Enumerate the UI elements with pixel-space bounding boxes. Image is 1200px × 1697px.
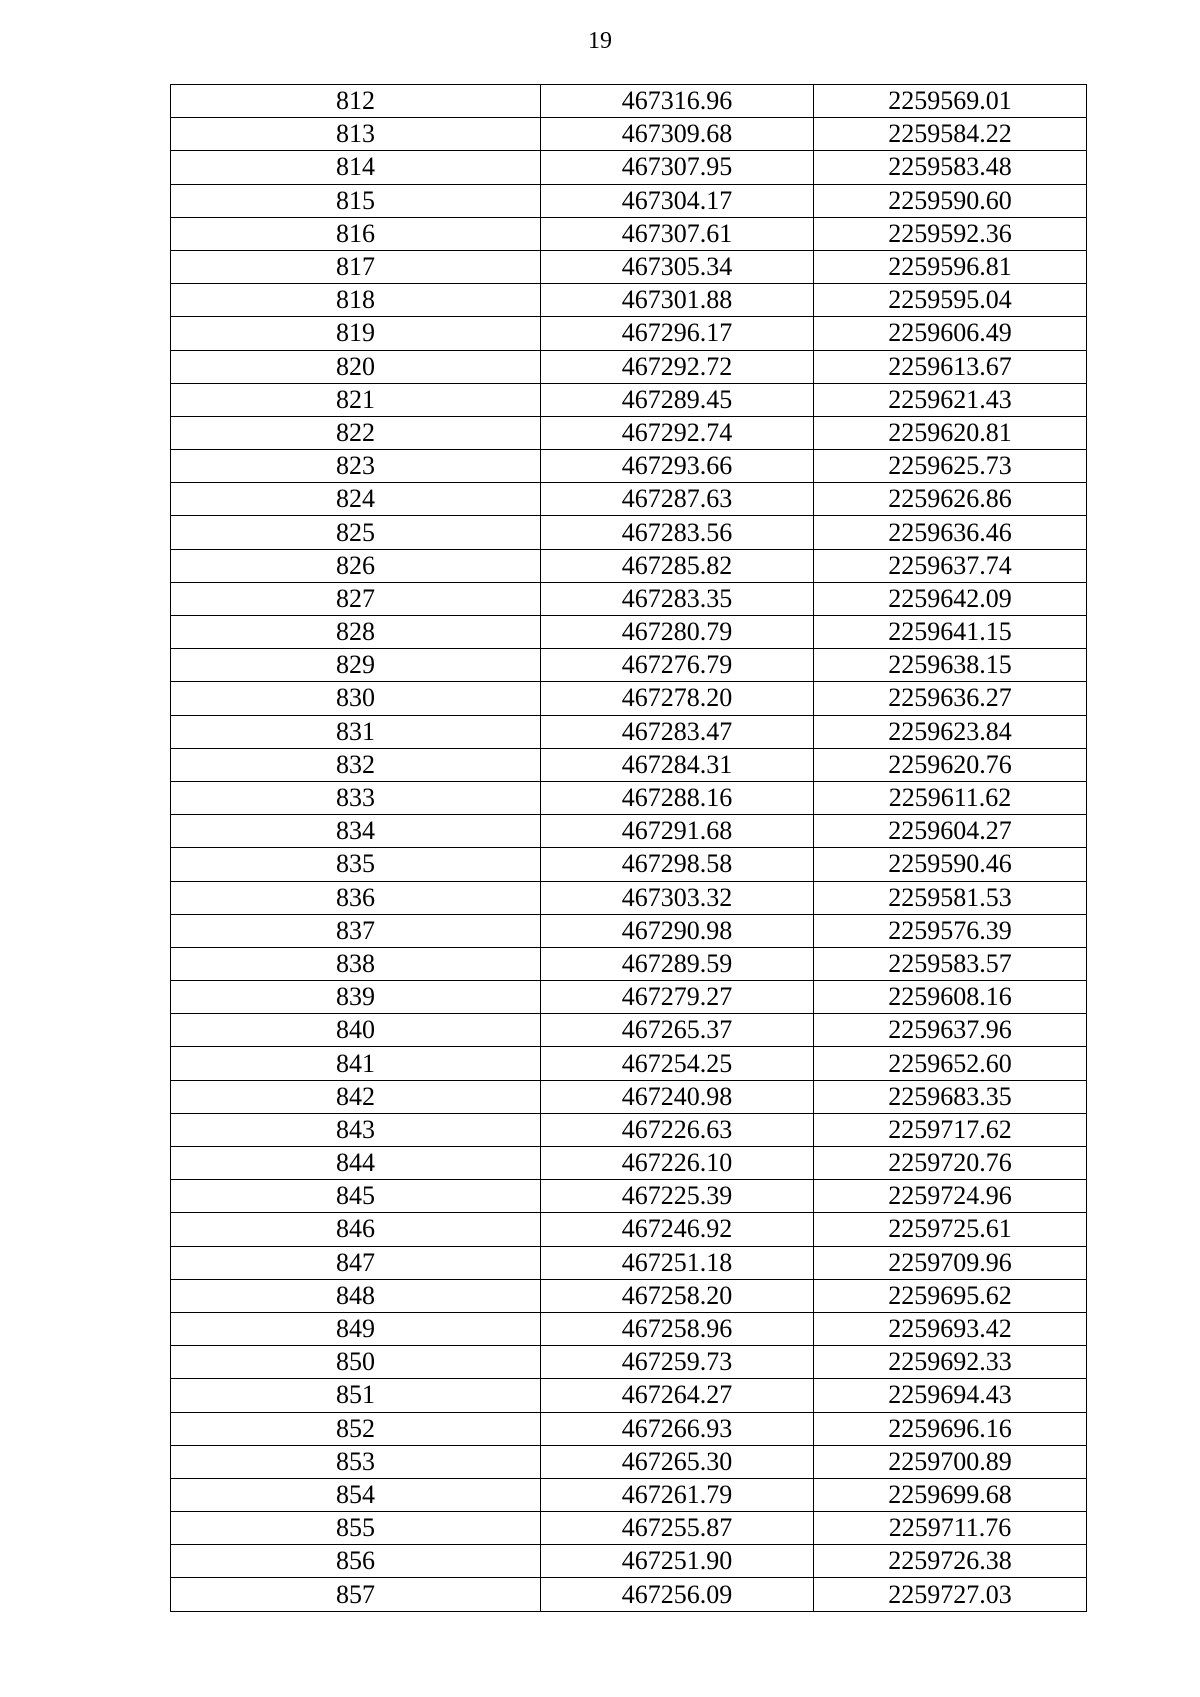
- x-coordinate-cell: 467256.09: [541, 1578, 814, 1611]
- point-number-cell: 819: [171, 317, 541, 350]
- point-number-cell: 845: [171, 1180, 541, 1213]
- x-coordinate-cell: 467292.74: [541, 416, 814, 449]
- x-coordinate-cell: 467303.32: [541, 881, 814, 914]
- table-row: [171, 1113, 1087, 1146]
- x-coordinate-cell: 467285.82: [541, 549, 814, 582]
- point-number-cell: 849: [171, 1312, 541, 1345]
- point-number-cell: 817: [171, 250, 541, 283]
- point-number-cell: 836: [171, 881, 541, 914]
- x-coordinate-cell: 467301.88: [541, 284, 814, 317]
- table-row: [171, 1545, 1087, 1578]
- table-row: [171, 848, 1087, 881]
- y-coordinate-cell: 2259693.42: [814, 1312, 1087, 1345]
- table-row: [171, 582, 1087, 615]
- x-coordinate-cell: 467292.72: [541, 350, 814, 383]
- x-coordinate-cell: 467289.45: [541, 383, 814, 416]
- y-coordinate-cell: 2259604.27: [814, 815, 1087, 848]
- table-row: [171, 715, 1087, 748]
- table-row: [171, 1180, 1087, 1213]
- x-coordinate-cell: 467240.98: [541, 1080, 814, 1113]
- y-coordinate-cell: 2259608.16: [814, 981, 1087, 1014]
- x-coordinate-cell: 467258.20: [541, 1279, 814, 1312]
- table-row: [171, 450, 1087, 483]
- coordinate-table-body: [171, 85, 1087, 1612]
- page-number: 19: [588, 28, 612, 54]
- y-coordinate-cell: 2259621.43: [814, 383, 1087, 416]
- x-coordinate-cell: 467254.25: [541, 1047, 814, 1080]
- x-coordinate-cell: 467287.63: [541, 483, 814, 516]
- x-coordinate-cell: 467225.39: [541, 1180, 814, 1213]
- x-coordinate-cell: 467226.10: [541, 1147, 814, 1180]
- point-number-cell: 822: [171, 416, 541, 449]
- table-row: [171, 881, 1087, 914]
- table-row: [171, 1445, 1087, 1478]
- table-row: [171, 914, 1087, 947]
- table-row: [171, 1014, 1087, 1047]
- y-coordinate-cell: 2259725.61: [814, 1213, 1087, 1246]
- point-number-cell: 841: [171, 1047, 541, 1080]
- point-number-cell: 837: [171, 914, 541, 947]
- y-coordinate-cell: 2259592.36: [814, 217, 1087, 250]
- table-row: [171, 1412, 1087, 1445]
- point-number-cell: 820: [171, 350, 541, 383]
- table-row: [171, 1147, 1087, 1180]
- point-number-cell: 857: [171, 1578, 541, 1611]
- x-coordinate-cell: 467307.95: [541, 151, 814, 184]
- table-row: [171, 947, 1087, 980]
- x-coordinate-cell: 467304.17: [541, 184, 814, 217]
- point-number-cell: 847: [171, 1246, 541, 1279]
- y-coordinate-cell: 2259652.60: [814, 1047, 1087, 1080]
- point-number-cell: 818: [171, 284, 541, 317]
- y-coordinate-cell: 2259709.96: [814, 1246, 1087, 1279]
- point-number-cell: 851: [171, 1379, 541, 1412]
- y-coordinate-cell: 2259724.96: [814, 1180, 1087, 1213]
- table-row: [171, 549, 1087, 582]
- x-coordinate-cell: 467261.79: [541, 1478, 814, 1511]
- table-row: [171, 317, 1087, 350]
- table-row: [171, 350, 1087, 383]
- table-row: [171, 1246, 1087, 1279]
- table-row: [171, 516, 1087, 549]
- x-coordinate-cell: 467246.92: [541, 1213, 814, 1246]
- point-number-cell: 855: [171, 1512, 541, 1545]
- x-coordinate-cell: 467291.68: [541, 815, 814, 848]
- x-coordinate-cell: 467296.17: [541, 317, 814, 350]
- y-coordinate-cell: 2259638.15: [814, 649, 1087, 682]
- x-coordinate-cell: 467266.93: [541, 1412, 814, 1445]
- x-coordinate-cell: 467265.30: [541, 1445, 814, 1478]
- y-coordinate-cell: 2259700.89: [814, 1445, 1087, 1478]
- x-coordinate-cell: 467276.79: [541, 649, 814, 682]
- x-coordinate-cell: 467316.96: [541, 85, 814, 118]
- table-row: [171, 383, 1087, 416]
- point-number-cell: 853: [171, 1445, 541, 1478]
- x-coordinate-cell: 467283.35: [541, 582, 814, 615]
- table-row: [171, 1379, 1087, 1412]
- table-row: [171, 1213, 1087, 1246]
- y-coordinate-cell: 2259720.76: [814, 1147, 1087, 1180]
- table-row: [171, 284, 1087, 317]
- y-coordinate-cell: 2259576.39: [814, 914, 1087, 947]
- point-number-cell: 842: [171, 1080, 541, 1113]
- y-coordinate-cell: 2259583.57: [814, 947, 1087, 980]
- x-coordinate-cell: 467305.34: [541, 250, 814, 283]
- table-row: [171, 184, 1087, 217]
- table-row: [171, 781, 1087, 814]
- y-coordinate-cell: 2259711.76: [814, 1512, 1087, 1545]
- point-number-cell: 826: [171, 549, 541, 582]
- x-coordinate-cell: 467226.63: [541, 1113, 814, 1146]
- table-row: [171, 1346, 1087, 1379]
- point-number-cell: 846: [171, 1213, 541, 1246]
- table-row: [171, 616, 1087, 649]
- table-row: [171, 981, 1087, 1014]
- point-number-cell: 828: [171, 616, 541, 649]
- table-row: [171, 483, 1087, 516]
- point-number-cell: 850: [171, 1346, 541, 1379]
- y-coordinate-cell: 2259620.76: [814, 748, 1087, 781]
- y-coordinate-cell: 2259581.53: [814, 881, 1087, 914]
- y-coordinate-cell: 2259641.15: [814, 616, 1087, 649]
- point-number-cell: 829: [171, 649, 541, 682]
- y-coordinate-cell: 2259636.46: [814, 516, 1087, 549]
- point-number-cell: 814: [171, 151, 541, 184]
- point-number-cell: 833: [171, 781, 541, 814]
- point-number-cell: 848: [171, 1279, 541, 1312]
- point-number-cell: 832: [171, 748, 541, 781]
- x-coordinate-cell: 467283.47: [541, 715, 814, 748]
- x-coordinate-cell: 467278.20: [541, 682, 814, 715]
- point-number-cell: 831: [171, 715, 541, 748]
- x-coordinate-cell: 467290.98: [541, 914, 814, 947]
- x-coordinate-cell: 467251.90: [541, 1545, 814, 1578]
- y-coordinate-cell: 2259596.81: [814, 250, 1087, 283]
- x-coordinate-cell: 467279.27: [541, 981, 814, 1014]
- point-number-cell: 856: [171, 1545, 541, 1578]
- y-coordinate-cell: 2259637.96: [814, 1014, 1087, 1047]
- point-number-cell: 835: [171, 848, 541, 881]
- coordinate-table: [170, 84, 1087, 1612]
- table-row: [171, 250, 1087, 283]
- point-number-cell: 815: [171, 184, 541, 217]
- x-coordinate-cell: 467264.27: [541, 1379, 814, 1412]
- y-coordinate-cell: 2259726.38: [814, 1545, 1087, 1578]
- y-coordinate-cell: 2259642.09: [814, 582, 1087, 615]
- y-coordinate-cell: 2259626.86: [814, 483, 1087, 516]
- y-coordinate-cell: 2259590.46: [814, 848, 1087, 881]
- table-row: [171, 1080, 1087, 1113]
- x-coordinate-cell: 467255.87: [541, 1512, 814, 1545]
- point-number-cell: 830: [171, 682, 541, 715]
- point-number-cell: 852: [171, 1412, 541, 1445]
- y-coordinate-cell: 2259683.35: [814, 1080, 1087, 1113]
- y-coordinate-cell: 2259620.81: [814, 416, 1087, 449]
- x-coordinate-cell: 467289.59: [541, 947, 814, 980]
- x-coordinate-cell: 467259.73: [541, 1346, 814, 1379]
- table-row: [171, 1047, 1087, 1080]
- x-coordinate-cell: 467309.68: [541, 118, 814, 151]
- y-coordinate-cell: 2259590.60: [814, 184, 1087, 217]
- y-coordinate-cell: 2259692.33: [814, 1346, 1087, 1379]
- point-number-cell: 840: [171, 1014, 541, 1047]
- table-row: [171, 682, 1087, 715]
- point-number-cell: 824: [171, 483, 541, 516]
- table-row: [171, 118, 1087, 151]
- table-row: [171, 1578, 1087, 1611]
- x-coordinate-cell: 467258.96: [541, 1312, 814, 1345]
- y-coordinate-cell: 2259636.27: [814, 682, 1087, 715]
- y-coordinate-cell: 2259613.67: [814, 350, 1087, 383]
- x-coordinate-cell: 467288.16: [541, 781, 814, 814]
- y-coordinate-cell: 2259606.49: [814, 317, 1087, 350]
- x-coordinate-cell: 467307.61: [541, 217, 814, 250]
- table-row: [171, 748, 1087, 781]
- table-row: [171, 1312, 1087, 1345]
- x-coordinate-cell: 467298.58: [541, 848, 814, 881]
- point-number-cell: 825: [171, 516, 541, 549]
- y-coordinate-cell: 2259569.01: [814, 85, 1087, 118]
- x-coordinate-cell: 467251.18: [541, 1246, 814, 1279]
- y-coordinate-cell: 2259625.73: [814, 450, 1087, 483]
- table-row: [171, 416, 1087, 449]
- y-coordinate-cell: 2259696.16: [814, 1412, 1087, 1445]
- table-row: [171, 1512, 1087, 1545]
- point-number-cell: 839: [171, 981, 541, 1014]
- y-coordinate-cell: 2259637.74: [814, 549, 1087, 582]
- point-number-cell: 844: [171, 1147, 541, 1180]
- table-row: [171, 1478, 1087, 1511]
- point-number-cell: 816: [171, 217, 541, 250]
- y-coordinate-cell: 2259623.84: [814, 715, 1087, 748]
- y-coordinate-cell: 2259727.03: [814, 1578, 1087, 1611]
- y-coordinate-cell: 2259699.68: [814, 1478, 1087, 1511]
- point-number-cell: 813: [171, 118, 541, 151]
- x-coordinate-cell: 467280.79: [541, 616, 814, 649]
- x-coordinate-cell: 467283.56: [541, 516, 814, 549]
- point-number-cell: 843: [171, 1113, 541, 1146]
- point-number-cell: 834: [171, 815, 541, 848]
- table-row: [171, 85, 1087, 118]
- table-row: [171, 815, 1087, 848]
- y-coordinate-cell: 2259695.62: [814, 1279, 1087, 1312]
- table-row: [171, 151, 1087, 184]
- point-number-cell: 838: [171, 947, 541, 980]
- y-coordinate-cell: 2259717.62: [814, 1113, 1087, 1146]
- table-row: [171, 649, 1087, 682]
- point-number-cell: 854: [171, 1478, 541, 1511]
- table-row: [171, 1279, 1087, 1312]
- point-number-cell: 827: [171, 582, 541, 615]
- y-coordinate-cell: 2259694.43: [814, 1379, 1087, 1412]
- point-number-cell: 812: [171, 85, 541, 118]
- x-coordinate-cell: 467284.31: [541, 748, 814, 781]
- y-coordinate-cell: 2259583.48: [814, 151, 1087, 184]
- x-coordinate-cell: 467293.66: [541, 450, 814, 483]
- y-coordinate-cell: 2259584.22: [814, 118, 1087, 151]
- x-coordinate-cell: 467265.37: [541, 1014, 814, 1047]
- point-number-cell: 821: [171, 383, 541, 416]
- y-coordinate-cell: 2259611.62: [814, 781, 1087, 814]
- table-row: [171, 217, 1087, 250]
- y-coordinate-cell: 2259595.04: [814, 284, 1087, 317]
- point-number-cell: 823: [171, 450, 541, 483]
